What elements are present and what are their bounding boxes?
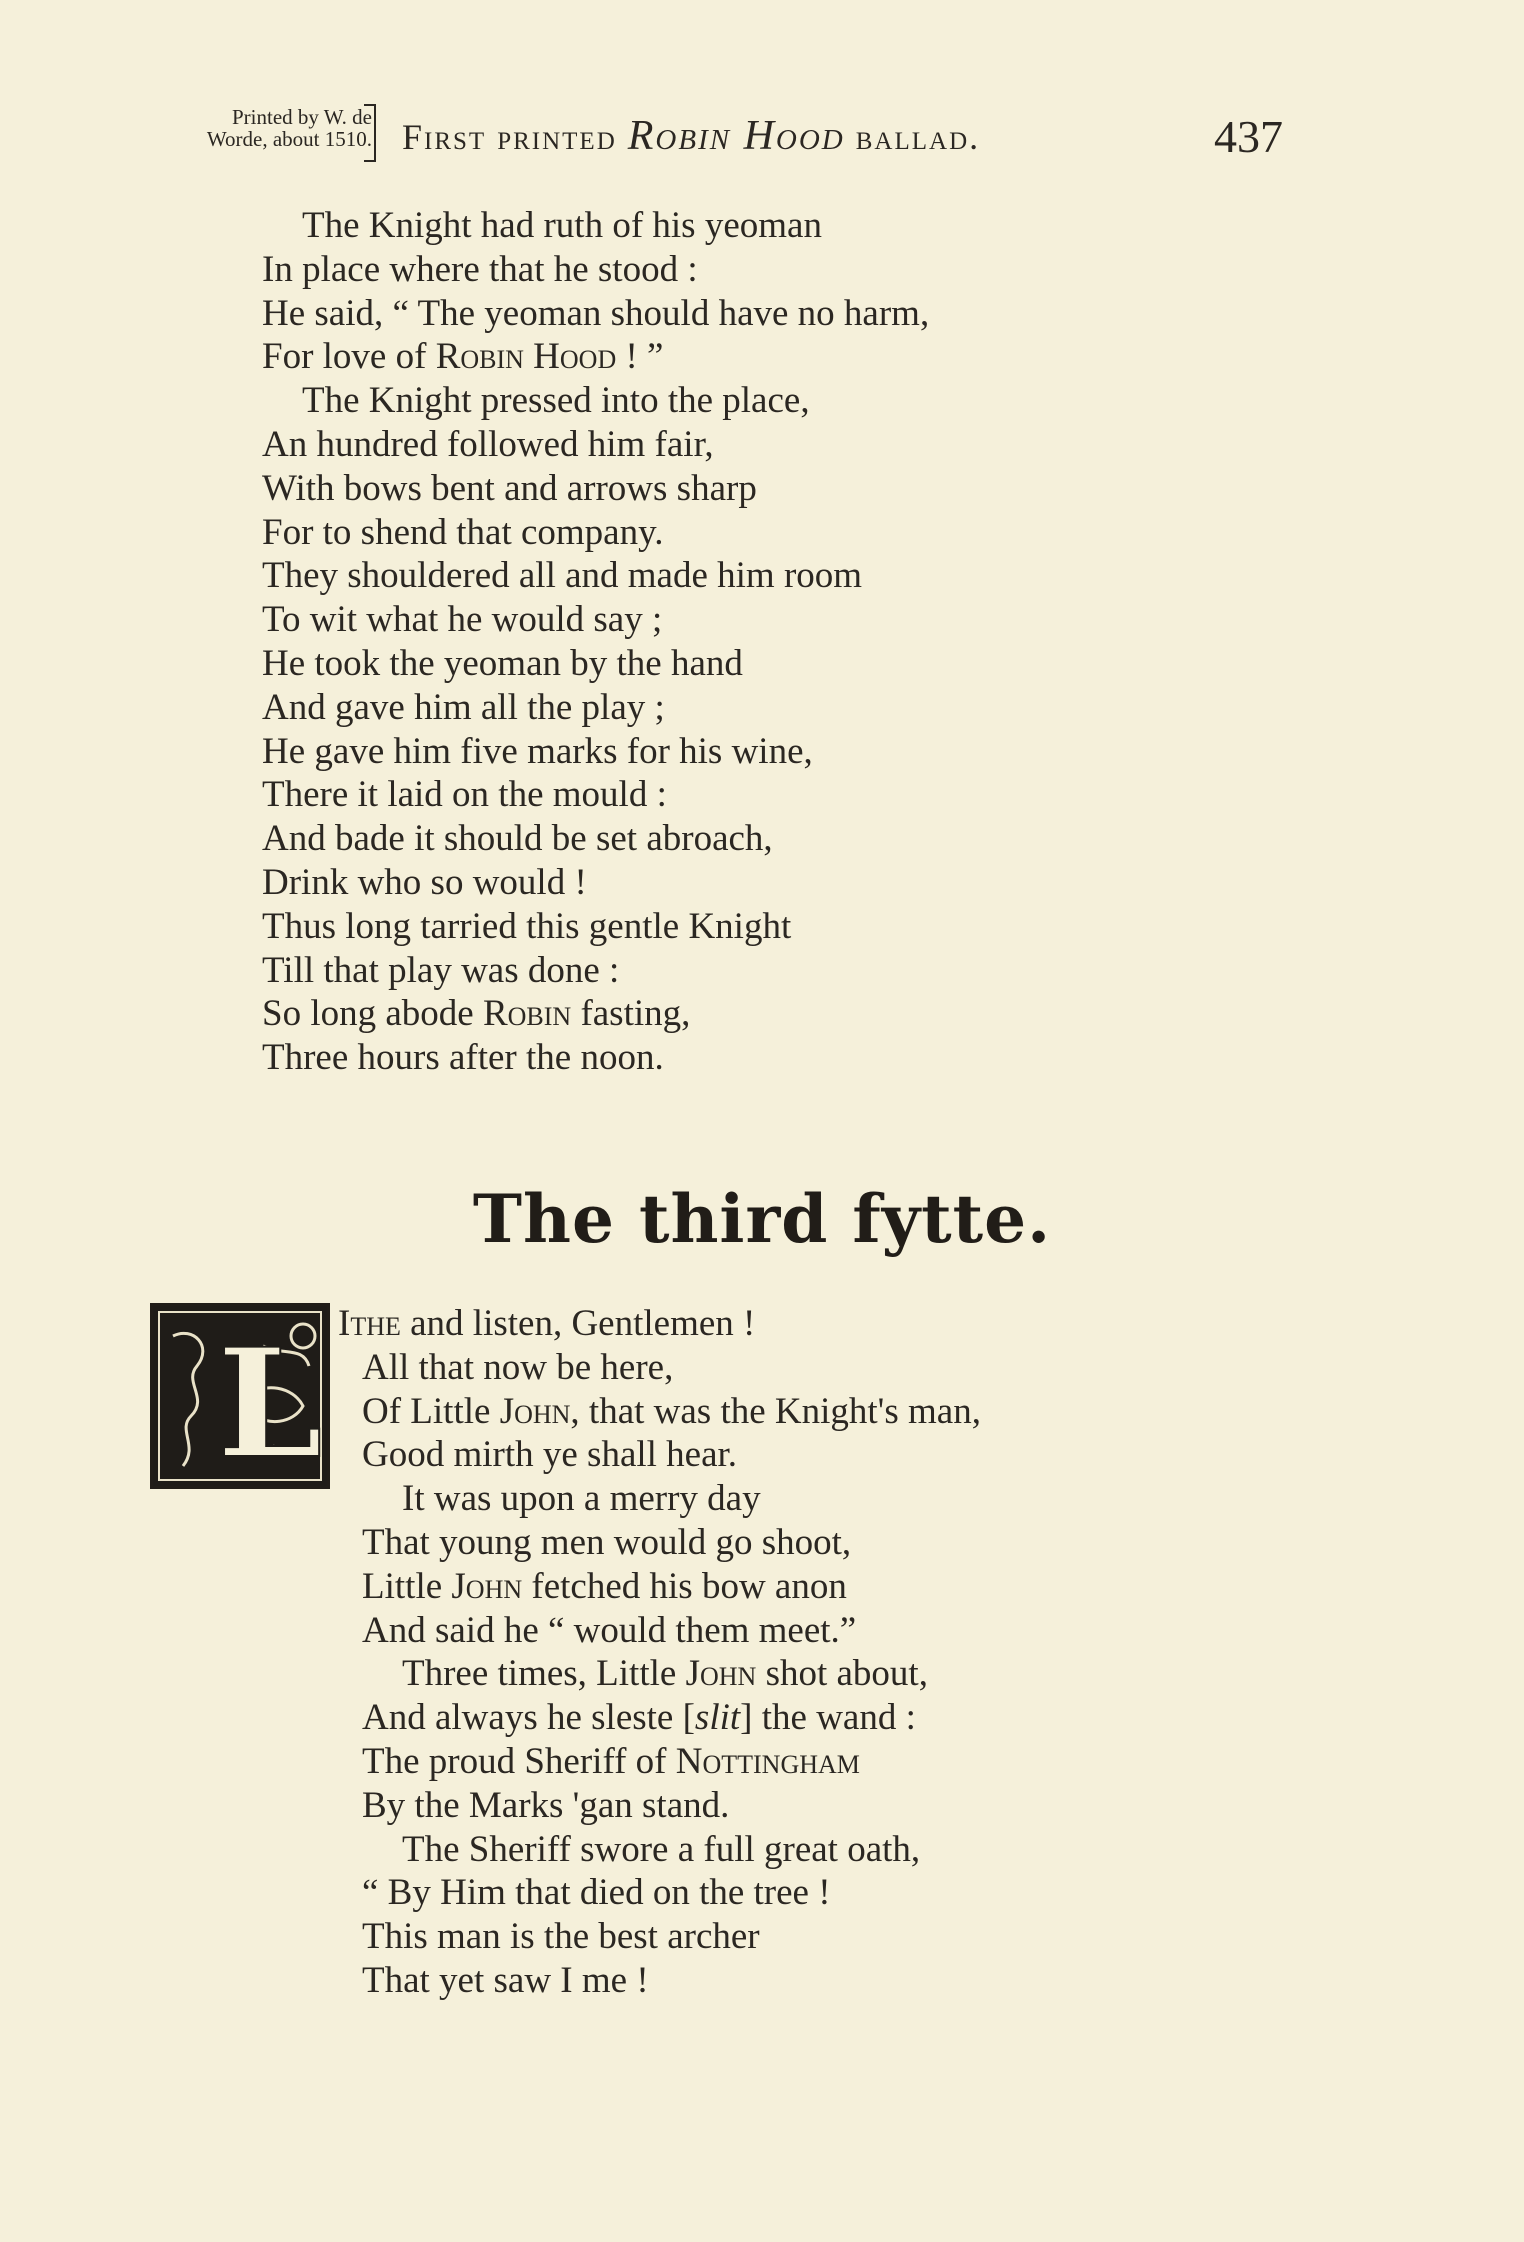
name-nottingham: Nottingham xyxy=(675,1740,860,1782)
verse-line: The Sheriff swore a full great oath, xyxy=(402,1828,921,1870)
verse-text: fetched his bow anon xyxy=(522,1565,847,1607)
verse-line: Good mirth ye shall hear. xyxy=(362,1434,738,1476)
verse-line: All that now be here, xyxy=(362,1346,674,1388)
verse-line: In place where that he stood : xyxy=(262,248,698,290)
side-note-line-2: Worde, about 1510. xyxy=(206,127,372,151)
name-john: John xyxy=(451,1565,523,1607)
verse-line: He said, “ The yeoman should have no harm, xyxy=(262,292,930,334)
page-number: 437 xyxy=(1214,111,1283,162)
verse-line: This man is the best archer xyxy=(362,1916,760,1958)
verse-line: “ By Him that died on the tree ! xyxy=(362,1872,831,1914)
verse-line xyxy=(362,1696,981,1740)
verse-line: He took the yeoman by the hand xyxy=(262,642,743,684)
side-note xyxy=(122,106,372,150)
name-john: John xyxy=(685,1653,757,1695)
initial-letter: L xyxy=(217,1316,323,1486)
running-title-prefix: First printed xyxy=(402,117,628,157)
verse-line: Drink who so would ! xyxy=(262,861,587,903)
name-robin-hood: Robin Hood xyxy=(435,336,617,378)
verse-text: and listen, Gentlemen ! xyxy=(400,1303,756,1344)
verse-block-1 xyxy=(262,204,929,1080)
verse-line xyxy=(262,335,929,379)
verse-line: The Knight pressed into the place, xyxy=(302,380,810,422)
verse-line: It was upon a merry day xyxy=(402,1478,761,1520)
verse-line: And bade it should be set abroach, xyxy=(262,818,773,860)
decorated-initial xyxy=(150,1303,330,1489)
verse-line: That yet saw I me ! xyxy=(362,1959,649,2001)
verse-line xyxy=(262,992,929,1036)
verse-text: For love of xyxy=(262,336,436,378)
decorated-initial-art xyxy=(153,1306,327,1486)
verse-text: ] the wand : xyxy=(740,1697,916,1739)
verse-line xyxy=(362,1652,981,1696)
verse-line: To wit what he would say ; xyxy=(262,599,663,641)
verse-text-smallcaps: Ithe xyxy=(338,1303,401,1344)
verse-line: The Knight had ruth of his yeoman xyxy=(302,205,822,246)
verse-line: By the Marks 'gan stand. xyxy=(362,1784,730,1826)
running-title-suffix: ballad. xyxy=(844,117,981,157)
verse-line: And said he “ would them meet.” xyxy=(362,1609,857,1651)
verse-text: ! ” xyxy=(616,336,664,378)
verse-text-italic: slit xyxy=(694,1697,741,1739)
verse-text: So long abode xyxy=(262,993,483,1035)
side-note-bracket xyxy=(364,104,376,162)
name-robin: Robin xyxy=(482,993,572,1035)
verse-line: Three hours after the noon. xyxy=(262,1037,664,1079)
running-title-italic: Robin Hood xyxy=(627,113,845,159)
verse-line: Thus long tarried this gentle Knight xyxy=(262,905,792,947)
verse-line: An hundred followed him fair, xyxy=(262,423,714,465)
verse-text: Of Little xyxy=(362,1390,500,1432)
verse-text: fasting, xyxy=(571,993,691,1035)
verse-line: He gave him five marks for his wine, xyxy=(262,730,813,772)
verse-line: Till that play was done : xyxy=(262,949,620,991)
verse-line: There it laid on the mould : xyxy=(262,774,667,816)
verse-line: For to shend that company. xyxy=(262,511,664,553)
verse-line: That young men would go shoot, xyxy=(362,1521,852,1563)
name-john: John xyxy=(499,1390,571,1432)
verse-line: With bows bent and arrows sharp xyxy=(262,467,757,509)
side-note-line-1: Printed by W. de xyxy=(232,105,372,129)
verse-text: shot about, xyxy=(756,1653,928,1695)
verse-text: Three times, Little xyxy=(402,1653,686,1695)
verse-line xyxy=(362,1390,981,1434)
verse-line xyxy=(338,1302,981,1346)
verse-text: Little xyxy=(362,1565,452,1607)
verse-line xyxy=(362,1565,981,1609)
running-title xyxy=(402,112,980,160)
verse-text: , that was the Knight's man, xyxy=(570,1390,981,1432)
verse-line: They shouldered all and made him room xyxy=(262,555,863,597)
verse-text: And always he sleste [ xyxy=(362,1697,695,1739)
verse-line: And gave him all the play ; xyxy=(262,686,665,728)
verse-line xyxy=(362,1740,981,1784)
verse-block-2 xyxy=(338,1302,981,2003)
verse-text: The proud Sheriff of xyxy=(362,1740,676,1782)
section-heading: The third fytte. xyxy=(472,1180,1052,1258)
